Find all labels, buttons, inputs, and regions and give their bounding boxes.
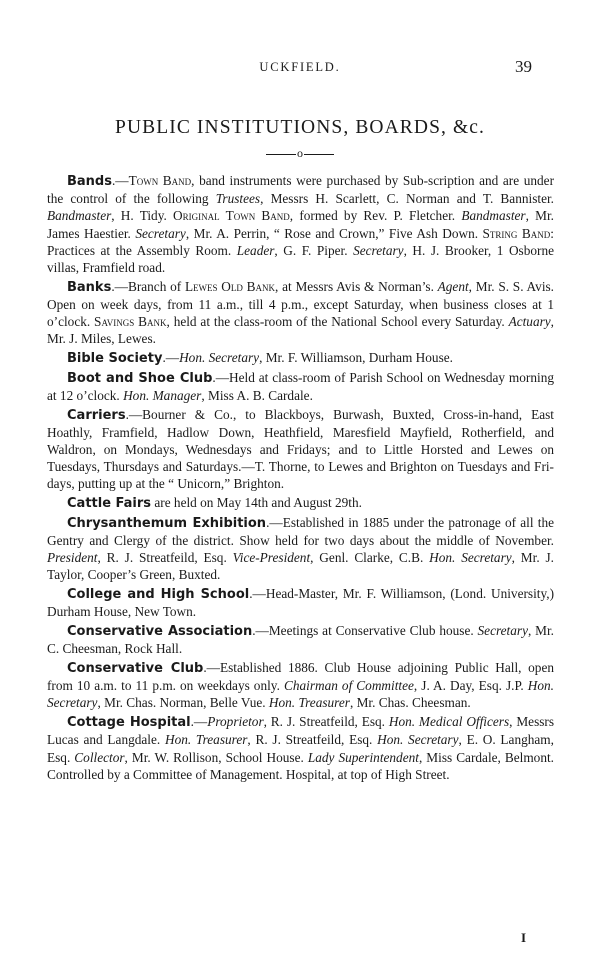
entry-heading: Conservative Club bbox=[67, 660, 204, 676]
entry-text: , held at the class-room of the National School every Saturday. bbox=[166, 314, 509, 330]
entry-role-label: Collector bbox=[74, 749, 125, 765]
entry-text: .—Bourner & Co., to Blackboys, Burwash, Buxted, Cross-in-hand, East Hoathly, Framfield, Hadlow Down, Heathfield, Maresfield Mayfield, Rotherfield, and Waldron, on Mondays, Wednesdays and Fridays; and to Little Horsted and Lewes on Tuesdays, Thursdays and Saturdays.—T. Thorne, to Lewes and Brighton on Tuesdays and Fri-days, putting up at the “ Unicorn,” Brighton. bbox=[47, 406, 554, 492]
entry-text: .— bbox=[190, 714, 208, 730]
entry-text: , H. J. Brooker, 1 Osborne villas, Framfield road. bbox=[47, 242, 554, 276]
entry-text: .— bbox=[162, 350, 180, 366]
entry-text: , Mr. J. Taylor, Cooper’s Green, Buxted. bbox=[47, 550, 554, 583]
entry-role-label: Hon. Secretary bbox=[179, 350, 260, 366]
entry-text: , at Messrs Avis & Norman’s. bbox=[275, 278, 438, 294]
entry-text: , Miss A. B. Cardale. bbox=[201, 387, 313, 403]
entry-text: , E. O. Langham, Esq. bbox=[47, 732, 554, 765]
entry-text: .—Branch of bbox=[111, 278, 185, 294]
entry-text: , Mr. Chas. Cheesman. bbox=[349, 695, 471, 711]
entry-smallcaps-name: String Band bbox=[482, 225, 551, 241]
entry-role-label: Leader bbox=[236, 242, 275, 258]
entry-heading: Chrysanthemum Exhibition bbox=[67, 515, 267, 531]
signature-mark: I bbox=[520, 930, 526, 945]
directory-entry bbox=[47, 713, 554, 783]
entry-heading: Conservative Association bbox=[67, 624, 253, 640]
entry-heading: Carriers bbox=[67, 407, 126, 423]
entry-text: , R. J. Streatfeild, Esq. bbox=[263, 714, 389, 730]
running-head: UCKFIELD. bbox=[259, 60, 341, 74]
directory-entry bbox=[47, 369, 554, 404]
directory-entry bbox=[47, 349, 554, 367]
section-title: PUBLIC INSTITUTIONS, BOARDS, &c. bbox=[115, 117, 485, 138]
entry-role-label: Hon. Manager bbox=[123, 387, 202, 403]
entry-heading: Bible Society bbox=[67, 351, 163, 367]
entry-heading: Cottage Hospital bbox=[67, 715, 191, 731]
divider-rule-left bbox=[266, 154, 296, 155]
entry-text: , Miss Cardale, Belmont. Controlled by a Committee of Management. Hospital, at top of High Street. bbox=[47, 749, 554, 782]
entry-smallcaps-name: Town Band bbox=[128, 173, 192, 188]
directory-entry bbox=[47, 406, 554, 493]
entry-heading: Banks bbox=[67, 279, 112, 295]
entry-text: , H. Tidy. bbox=[111, 208, 174, 224]
entry-role-label: Actuary bbox=[508, 314, 551, 330]
entry-role-label: Hon. Medical Officers bbox=[388, 714, 510, 730]
directory-entry bbox=[47, 622, 554, 657]
entry-role-label: Trustees bbox=[215, 191, 261, 207]
entry-text: , Mr. Chas. Norman, Belle Vue. bbox=[97, 695, 269, 711]
entry-role-label: Proprietor bbox=[207, 714, 264, 730]
entry-text: , R. J. Streatfeild, Esq. bbox=[97, 550, 233, 566]
entry-text: are held on May 14th and August 29th. bbox=[151, 495, 362, 511]
entry-text: , J. A. Day, Esq. J.P. bbox=[413, 678, 528, 694]
entry-smallcaps-name: Savings Bank bbox=[94, 314, 167, 330]
entry-text: , G. F. Piper. bbox=[274, 242, 354, 258]
entry-text: .—Held at class-room of Parish School on Wednesday morning at 12 o’clock. bbox=[47, 369, 554, 403]
entry-role-label: Secretary bbox=[477, 623, 528, 639]
page-number: 39 bbox=[515, 57, 532, 76]
entry-text: , Genl. Clarke, C.B. bbox=[310, 550, 430, 566]
entry-text: , Mr. A. Perrin, “ Rose and Crown,” Five Ash Down. bbox=[185, 225, 483, 241]
entry-role-label: Secretary bbox=[135, 225, 186, 241]
entry-heading: Bands bbox=[67, 174, 112, 189]
entry-text: , Mr. James Haestier. bbox=[47, 208, 554, 241]
entry-text: , Messrs Lucas and Langdale. bbox=[47, 714, 555, 748]
directory-entry bbox=[47, 172, 554, 276]
entry-heading: Cattle Fairs bbox=[67, 496, 152, 512]
divider-rule-right bbox=[304, 154, 334, 155]
entry-role-label: Hon. Secretary bbox=[429, 550, 512, 566]
directory-entry bbox=[47, 514, 554, 584]
entries-list bbox=[47, 172, 554, 784]
entry-role-label: Hon. Treasurer bbox=[268, 695, 350, 711]
entry-role-label: Bandmaster bbox=[47, 208, 112, 224]
section-divider bbox=[0, 146, 600, 161]
entry-smallcaps-name: Lewes Old Bank bbox=[184, 278, 276, 294]
entry-text: , Mr. C. Cheesman, Rock Hall. bbox=[47, 623, 554, 657]
entry-text: , formed by Rev. P. Fletcher. bbox=[289, 208, 462, 224]
entry-role-label: Chairman of Committee bbox=[283, 678, 414, 694]
entry-text: , Messrs H. Scarlett, C. Norman and T. Bannister. bbox=[260, 191, 554, 207]
entry-role-label: Bandmaster bbox=[461, 208, 526, 224]
divider-ornament: o bbox=[297, 146, 303, 160]
entry-heading: Boot and Shoe Club bbox=[67, 370, 213, 386]
directory-entry bbox=[47, 659, 554, 712]
entry-role-label: President bbox=[47, 550, 98, 566]
entry-text: , Mr. W. Rollison, School House. bbox=[124, 749, 308, 765]
directory-entry bbox=[47, 585, 554, 620]
entry-text: .— bbox=[111, 173, 129, 188]
entry-text: .—Established in 1885 under the patronage of all the Gentry and Clergy of the district. Show held for two days about the middle of November. bbox=[47, 514, 555, 549]
entry-text: , Mr. J. Miles, Lewes. bbox=[47, 314, 554, 347]
entry-text: , R. J. Streatfeild, Esq. bbox=[247, 732, 378, 748]
entry-text: : Practices at the Assembly Room. bbox=[47, 225, 554, 258]
entry-heading: College and High School bbox=[67, 587, 250, 603]
entry-text: .—Meetings at Conservative Club house. bbox=[252, 623, 478, 639]
entry-role-label: Hon. Secretary bbox=[377, 732, 459, 748]
entry-role-label: Hon. Secretary bbox=[47, 678, 554, 711]
directory-entry bbox=[47, 494, 554, 512]
entry-role-label: Hon. Treasurer bbox=[164, 732, 248, 748]
directory-entry bbox=[47, 278, 554, 348]
entry-role-label: Secretary bbox=[353, 242, 404, 258]
entry-role-label: Agent bbox=[437, 278, 469, 294]
entry-smallcaps-name: Original Town Band bbox=[173, 208, 290, 224]
entry-role-label: Vice-President bbox=[232, 550, 311, 566]
entry-text: .—Established 1886. Club House adjoining Public Hall, open from 10 a.m. to 11 p.m. on weekdays only. bbox=[47, 659, 554, 694]
entry-text: , Mr. F. Williamson, Durham House. bbox=[259, 350, 453, 366]
entry-text: , band instruments were purchased by Sub-scription and are under the control of the following bbox=[47, 173, 554, 207]
entry-role-label: Lady Superintendent bbox=[307, 749, 419, 765]
entry-text: , Mr. S. S. Avis. Open on week days, from 11 a.m., till 4 p.m., except Saturday, when business closes at 1 o’clock. bbox=[47, 278, 555, 330]
entry-text: .—Head-Master, Mr. F. Williamson, (Lond. University,) Durham House, New Town. bbox=[47, 586, 554, 620]
